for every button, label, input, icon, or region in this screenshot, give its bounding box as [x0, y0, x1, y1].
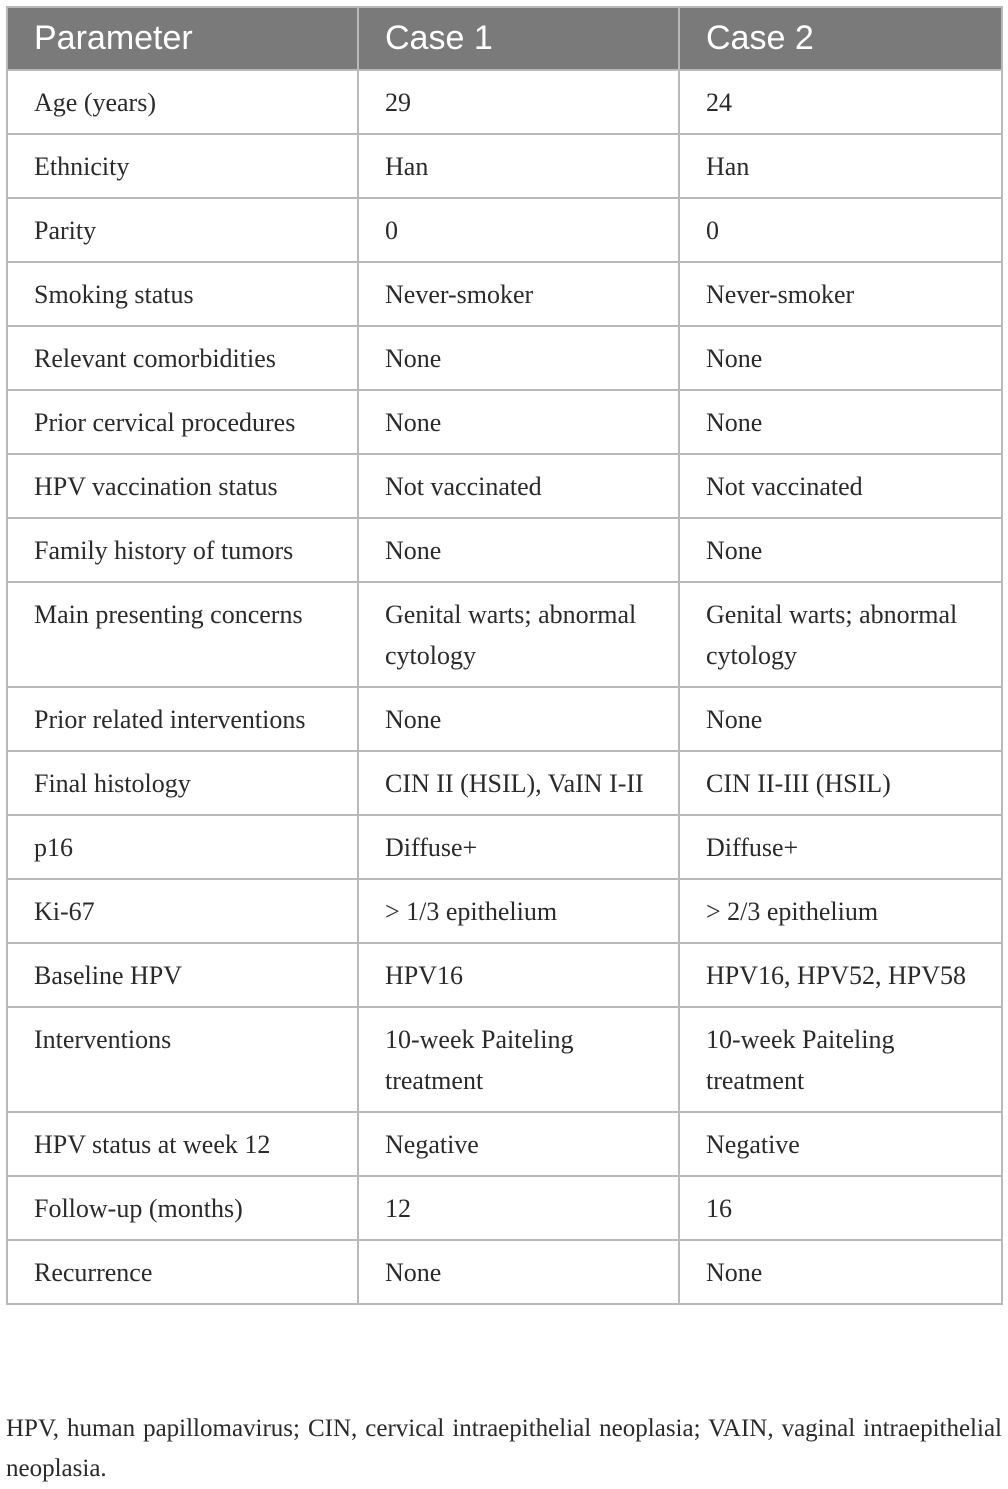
table-row	[7, 1112, 1002, 1176]
case-2-cell: > 2/3 epithelium	[679, 879, 1002, 943]
table-row	[7, 518, 1002, 582]
case-1-cell: HPV16	[358, 943, 679, 1007]
case-1-cell: 12	[358, 1176, 679, 1240]
parameter-cell: HPV status at week 12	[7, 1112, 358, 1176]
case-2-cell: HPV16, HPV52, HPV58	[679, 943, 1002, 1007]
column-header-case-2: Case 2	[679, 7, 1002, 70]
table-row	[7, 879, 1002, 943]
case-1-cell: Negative	[358, 1112, 679, 1176]
case-2-cell: None	[679, 518, 1002, 582]
case-1-cell: None	[358, 1240, 679, 1304]
table-row	[7, 198, 1002, 262]
case-1-cell: None	[358, 326, 679, 390]
case-1-cell: > 1/3 epithelium	[358, 879, 679, 943]
parameter-cell: Prior related interventions	[7, 687, 358, 751]
column-header-parameter: Parameter	[7, 7, 358, 70]
parameter-cell: Age (years)	[7, 70, 358, 134]
case-2-cell: 24	[679, 70, 1002, 134]
case-1-cell: 29	[358, 70, 679, 134]
parameter-cell: Family history of tumors	[7, 518, 358, 582]
table-row	[7, 1176, 1002, 1240]
case-1-cell: 10-week Paiteling treatment	[358, 1007, 679, 1112]
parameter-cell: Smoking status	[7, 262, 358, 326]
table-row	[7, 582, 1002, 687]
table-container	[6, 6, 1001, 1305]
table-row	[7, 751, 1002, 815]
parameter-cell: Relevant comorbidities	[7, 326, 358, 390]
case-2-cell: Not vaccinated	[679, 454, 1002, 518]
column-header-case-1: Case 1	[358, 7, 679, 70]
parameter-cell: Final histology	[7, 751, 358, 815]
parameter-cell: p16	[7, 815, 358, 879]
case-2-cell: 10-week Paiteling treatment	[679, 1007, 1002, 1112]
parameter-cell: Ki-67	[7, 879, 358, 943]
case-comparison-table	[6, 6, 1003, 1305]
parameter-cell: Parity	[7, 198, 358, 262]
case-2-cell: None	[679, 326, 1002, 390]
case-2-cell: None	[679, 390, 1002, 454]
table-row	[7, 454, 1002, 518]
case-2-cell: None	[679, 687, 1002, 751]
case-1-cell: Genital warts; abnormal cytology	[358, 582, 679, 687]
case-2-cell: Negative	[679, 1112, 1002, 1176]
parameter-cell: Recurrence	[7, 1240, 358, 1304]
case-2-cell: None	[679, 1240, 1002, 1304]
case-1-cell: Han	[358, 134, 679, 198]
case-2-cell: 16	[679, 1176, 1002, 1240]
table-row	[7, 1007, 1002, 1112]
table-header-row	[7, 7, 1002, 70]
case-2-cell: Han	[679, 134, 1002, 198]
parameter-cell: Baseline HPV	[7, 943, 358, 1007]
table-row	[7, 326, 1002, 390]
table-row	[7, 134, 1002, 198]
case-2-cell: Genital warts; abnormal cytology	[679, 582, 1002, 687]
table-row	[7, 262, 1002, 326]
case-1-cell: None	[358, 390, 679, 454]
parameter-cell: Main presenting concerns	[7, 582, 358, 687]
parameter-cell: Interventions	[7, 1007, 358, 1112]
case-1-cell: 0	[358, 198, 679, 262]
case-2-cell: Never-smoker	[679, 262, 1002, 326]
parameter-cell: Prior cervical procedures	[7, 390, 358, 454]
table-footnote: HPV, human papillomavirus; CIN, cervical intraepithelial neoplasia; VAIN, vaginal intraepithelial neoplasia.	[6, 1415, 1002, 1482]
case-2-cell: CIN II-III (HSIL)	[679, 751, 1002, 815]
table-row	[7, 687, 1002, 751]
case-1-cell: Diffuse+	[358, 815, 679, 879]
case-2-cell: Diffuse+	[679, 815, 1002, 879]
table-row	[7, 70, 1002, 134]
table-row	[7, 1240, 1002, 1304]
parameter-cell: Follow-up (months)	[7, 1176, 358, 1240]
case-2-cell: 0	[679, 198, 1002, 262]
parameter-cell: HPV vaccination status	[7, 454, 358, 518]
parameter-cell: Ethnicity	[7, 134, 358, 198]
table-row	[7, 390, 1002, 454]
case-1-cell: None	[358, 687, 679, 751]
table-body	[7, 70, 1002, 1304]
case-1-cell: CIN II (HSIL), VaIN I-II	[358, 751, 679, 815]
table-row	[7, 815, 1002, 879]
case-1-cell: Never-smoker	[358, 262, 679, 326]
case-1-cell: Not vaccinated	[358, 454, 679, 518]
table-row	[7, 943, 1002, 1007]
case-1-cell: None	[358, 518, 679, 582]
